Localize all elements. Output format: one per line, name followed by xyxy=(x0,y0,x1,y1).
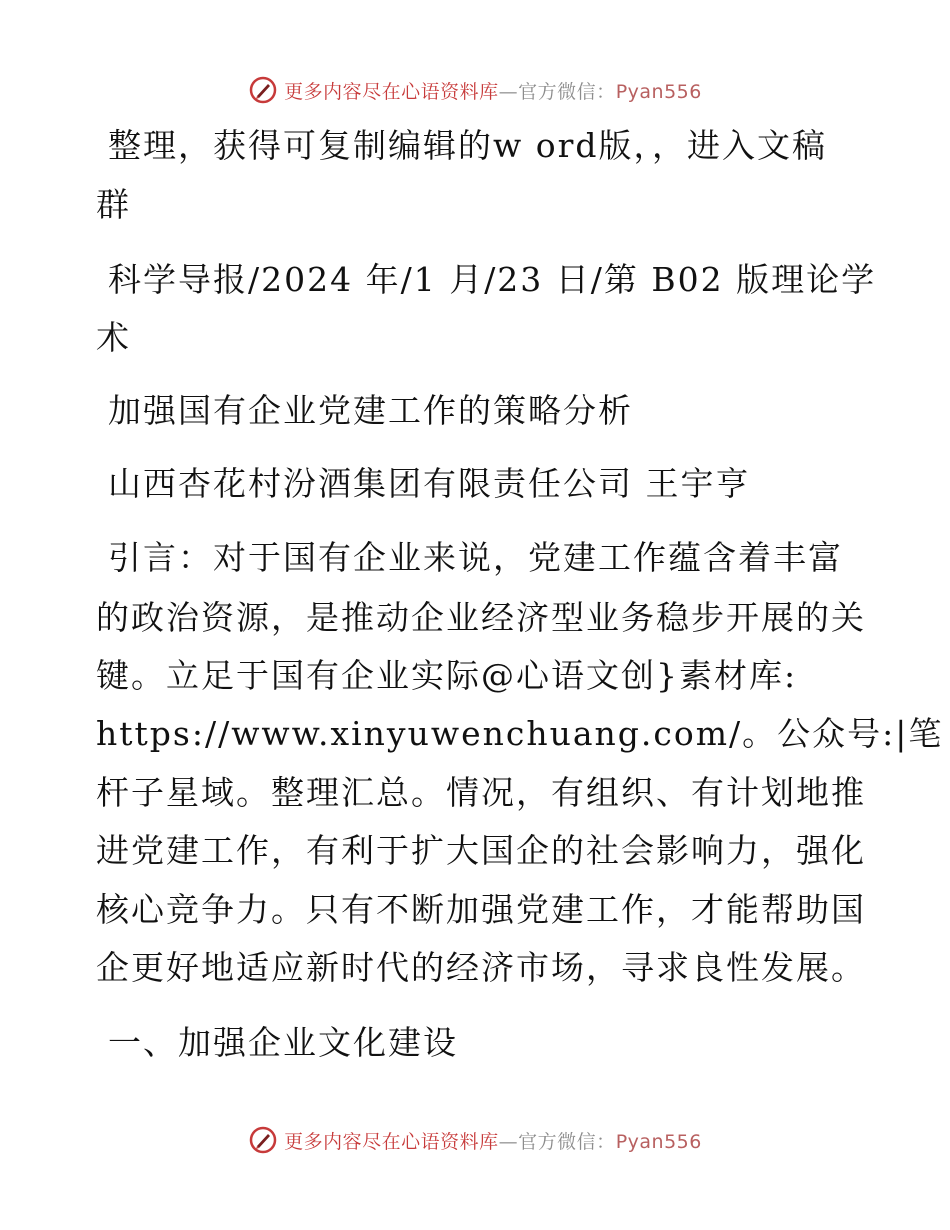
pen-logo-icon xyxy=(248,1125,278,1155)
banner-wechat-id: Pyan556 xyxy=(615,80,702,103)
banner-separator: — xyxy=(498,80,519,103)
banner-official-label: 官方微信： xyxy=(518,1130,616,1153)
text-line: 核心竞争力。只有不断加强党建工作，才能帮助国 xyxy=(96,890,866,929)
text-line: 术 xyxy=(96,318,131,357)
text-line: 键。立足于国有企业实际@心语文创}素材库: xyxy=(96,656,798,695)
text-line: 企更好地适应新时代的经济市场，寻求良性发展。 xyxy=(96,948,866,987)
banner-official-label: 官方微信： xyxy=(518,80,616,103)
footer-banner xyxy=(0,1120,950,1160)
header-banner-text xyxy=(284,77,702,104)
banner-separator: — xyxy=(498,1130,519,1153)
article-title: 加强国有企业党建工作的策略分析 xyxy=(108,391,633,430)
pen-logo-icon xyxy=(248,75,278,105)
footer-banner-text xyxy=(284,1127,702,1154)
text-line: 的政治资源，是推动企业经济型业务稳步开展的关 xyxy=(96,598,866,637)
banner-main-text: 更多内容尽在心语资料库 xyxy=(284,1130,499,1153)
banner-wechat-id: Pyan556 xyxy=(615,1130,702,1153)
text-line: 进党建工作，有利于扩大国企的社会影响力，强化 xyxy=(96,831,866,870)
author-line: 山西杏花村汾酒集团有限责任公司 王宇亨 xyxy=(108,464,751,503)
text-line: 杆子星域。整理汇总。情况，有组织、有计划地推 xyxy=(96,773,866,812)
text-line: 群 xyxy=(96,185,131,224)
header-banner xyxy=(0,70,950,110)
text-line: 整理，获得可复制编辑的w ord版，，进入文稿 xyxy=(108,126,828,165)
text-line: https://www.xinyuwenchuang.com/。公众号:|笔 xyxy=(96,714,944,753)
text-line: 引言：对于国有企业来说，党建工作蕴含着丰富 xyxy=(108,538,843,577)
section-heading: 一、加强企业文化建设 xyxy=(108,1023,458,1062)
text-line: 科学导报/2024 年/1 月/23 日/第 B02 版理论学 xyxy=(108,260,877,299)
banner-main-text: 更多内容尽在心语资料库 xyxy=(284,80,499,103)
